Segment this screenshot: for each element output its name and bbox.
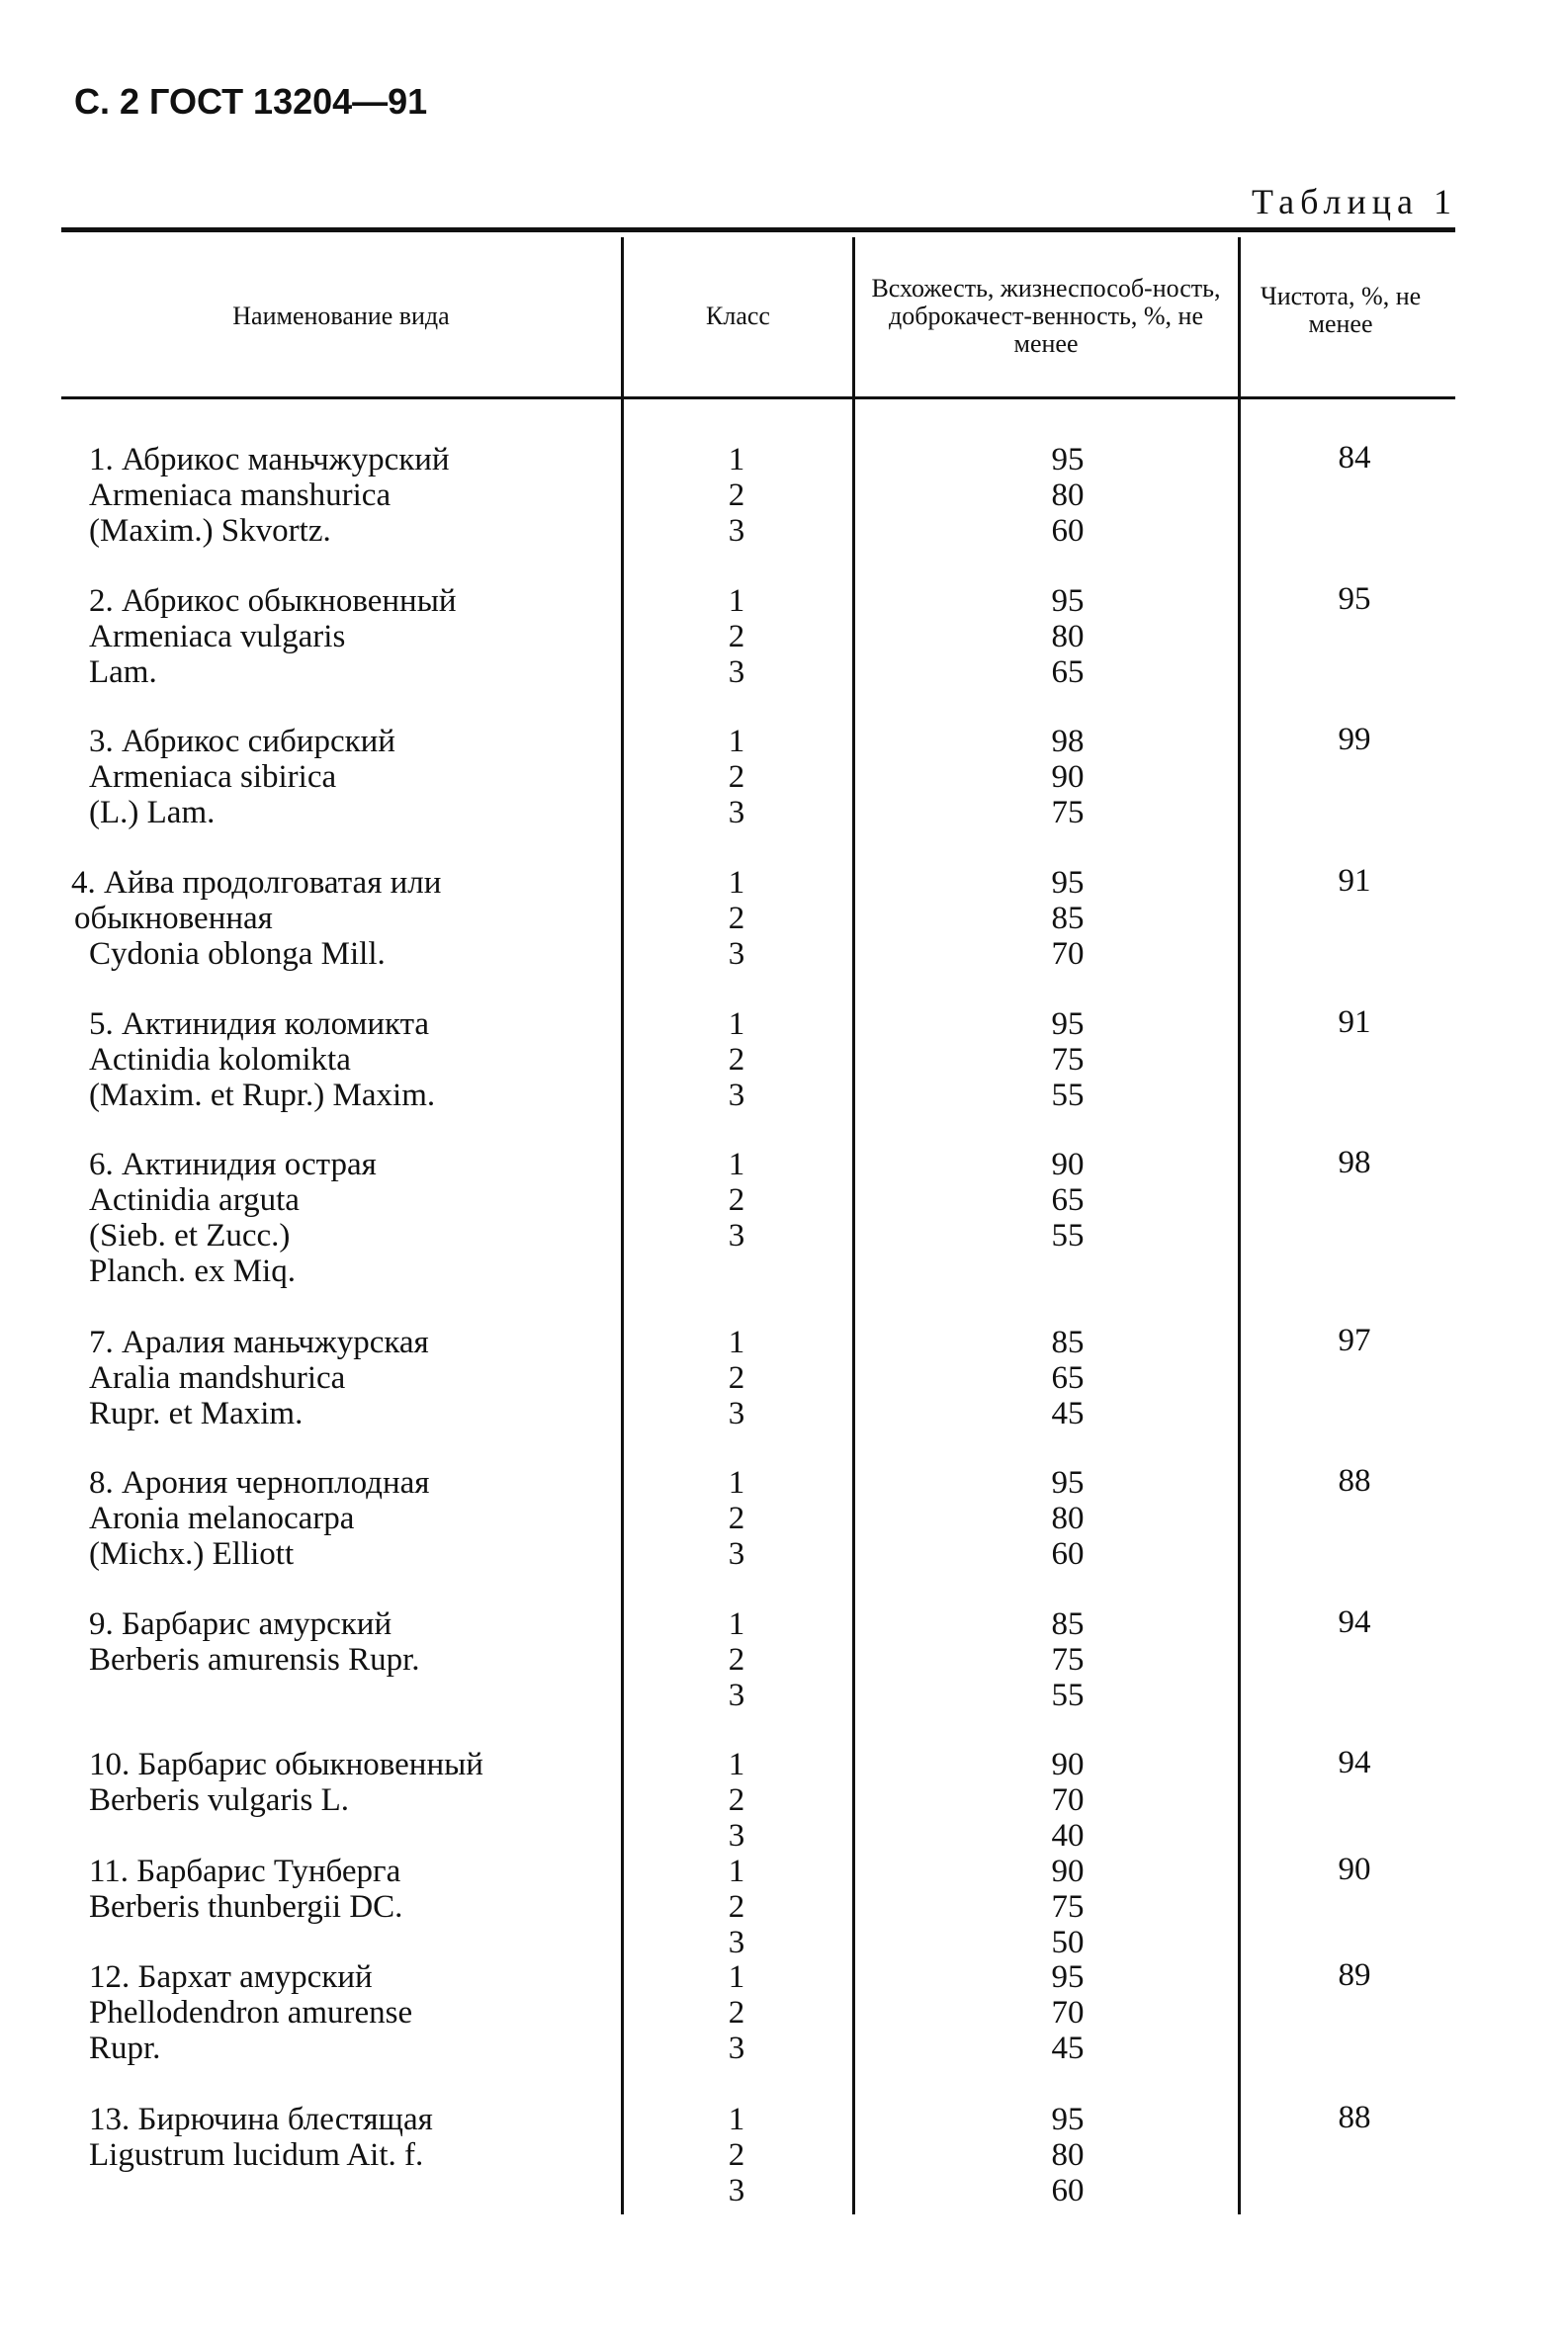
class-value: 1 xyxy=(728,442,745,477)
germination-value: 98 xyxy=(1051,724,1085,759)
purity-value: 90 xyxy=(1338,1852,1371,1887)
class-value: 2 xyxy=(728,1182,745,1218)
class-value: 3 xyxy=(728,1536,745,1572)
class-value: 2 xyxy=(728,901,745,936)
column-divider-2 xyxy=(852,237,855,2214)
germination-value: 95 xyxy=(1051,2102,1085,2137)
species-name-latin: Berberis thunbergii DC. xyxy=(89,1889,403,1925)
purity-value: 88 xyxy=(1338,1463,1371,1499)
germination-value: 60 xyxy=(1051,1536,1085,1572)
species-name-latin: (Sieb. et Zucc.) xyxy=(89,1218,291,1254)
class-value: 1 xyxy=(728,724,745,759)
species-name-latin: (Maxim.) Skvortz. xyxy=(89,513,331,549)
species-name-latin: Rupr. et Maxim. xyxy=(89,1396,304,1431)
class-value: 2 xyxy=(728,477,745,513)
species-name-latin: Berberis amurensis Rupr. xyxy=(89,1642,420,1678)
class-value: 1 xyxy=(728,1959,745,1995)
class-value: 1 xyxy=(728,1747,745,1782)
class-value: 1 xyxy=(728,1325,745,1360)
germination-value: 65 xyxy=(1051,654,1085,690)
species-name-latin: (L.) Lam. xyxy=(89,795,216,830)
class-value: 1 xyxy=(728,1147,745,1182)
class-value: 1 xyxy=(728,1606,745,1642)
class-value: 1 xyxy=(728,1854,745,1889)
purity-value: 89 xyxy=(1338,1957,1371,1993)
germination-value: 80 xyxy=(1051,477,1085,513)
class-value: 2 xyxy=(728,1042,745,1078)
column-header-name: Наименование вида xyxy=(232,302,450,330)
species-name-ru: 3. Абрикос сибирский xyxy=(89,724,395,759)
species-name-ru: 1. Абрикос маньчжурский xyxy=(89,442,450,477)
class-value: 3 xyxy=(728,1218,745,1254)
purity-value: 99 xyxy=(1338,722,1371,757)
germination-value: 65 xyxy=(1051,1360,1085,1396)
purity-value: 97 xyxy=(1338,1323,1371,1358)
germination-value: 75 xyxy=(1051,1642,1085,1678)
class-value: 3 xyxy=(728,654,745,690)
column-divider-3 xyxy=(1238,237,1241,2214)
species-name-latin: Aralia mandshurica xyxy=(89,1360,346,1396)
species-name-latin: Ligustrum lucidum Ait. f. xyxy=(89,2137,424,2173)
species-name-latin: Armeniaca vulgaris xyxy=(89,619,346,654)
species-name-ru: 4. Айва продолговатая или xyxy=(71,865,442,901)
germination-value: 85 xyxy=(1051,1325,1085,1360)
class-value: 1 xyxy=(728,583,745,619)
germination-value: 55 xyxy=(1051,1678,1085,1713)
class-value: 2 xyxy=(728,2137,745,2173)
purity-value: 84 xyxy=(1338,440,1371,476)
germination-value: 70 xyxy=(1051,936,1085,972)
species-name-ru: 7. Аралия маньчжурская xyxy=(89,1325,429,1360)
class-value: 2 xyxy=(728,1501,745,1536)
germination-value: 95 xyxy=(1051,442,1085,477)
purity-value: 98 xyxy=(1338,1145,1371,1180)
class-value: 2 xyxy=(728,759,745,795)
germination-value: 80 xyxy=(1051,619,1085,654)
species-name-latin: (Maxim. et Rupr.) Maxim. xyxy=(89,1078,436,1113)
germination-value: 95 xyxy=(1051,865,1085,901)
column-header-class: Класс xyxy=(706,302,770,330)
germination-value: 70 xyxy=(1051,1782,1085,1818)
species-name-ru: 5. Актинидия коломикта xyxy=(89,1006,430,1042)
germination-value: 90 xyxy=(1051,1747,1085,1782)
species-name-ru: 10. Барбарис обыкновенный xyxy=(89,1747,483,1782)
class-value: 3 xyxy=(728,2031,745,2066)
table-header-rule xyxy=(61,396,1455,399)
class-value: 1 xyxy=(728,865,745,901)
germination-value: 65 xyxy=(1051,1182,1085,1218)
species-name-latin: Actinidia kolomikta xyxy=(89,1042,351,1078)
class-value: 3 xyxy=(728,1818,745,1854)
class-value: 1 xyxy=(728,1006,745,1042)
purity-value: 91 xyxy=(1338,863,1371,899)
species-name-ru: 9. Барбарис амурский xyxy=(89,1606,392,1642)
class-value: 3 xyxy=(728,513,745,549)
class-value: 3 xyxy=(728,2173,745,2208)
germination-value: 95 xyxy=(1051,1465,1085,1501)
germination-value: 90 xyxy=(1051,759,1085,795)
species-name-ru: 12. Бархат амурский xyxy=(89,1959,373,1995)
species-name-ru: 2. Абрикос обыкновенный xyxy=(89,583,457,619)
purity-value: 94 xyxy=(1338,1604,1371,1640)
germination-value: 55 xyxy=(1051,1218,1085,1254)
column-divider-1 xyxy=(621,237,624,2214)
class-value: 3 xyxy=(728,1078,745,1113)
species-name-ru: 11. Барбарис Тунберга xyxy=(89,1854,401,1889)
class-value: 2 xyxy=(728,1782,745,1818)
table-top-rule xyxy=(61,227,1455,232)
germination-value: 45 xyxy=(1051,1396,1085,1431)
class-value: 3 xyxy=(728,795,745,830)
class-value: 3 xyxy=(728,1925,745,1960)
class-value: 2 xyxy=(728,1995,745,2031)
class-value: 3 xyxy=(728,936,745,972)
column-header-germination: Всхожесть, жизнеспособ-ность, доброкачест-венность, %, не менее xyxy=(871,274,1221,358)
germination-value: 80 xyxy=(1051,1501,1085,1536)
germination-value: 80 xyxy=(1051,2137,1085,2173)
germination-value: 90 xyxy=(1051,1854,1085,1889)
species-name-latin: Lam. xyxy=(89,654,157,690)
purity-value: 91 xyxy=(1338,1004,1371,1040)
class-value: 3 xyxy=(728,1678,745,1713)
germination-value: 60 xyxy=(1051,2173,1085,2208)
germination-value: 60 xyxy=(1051,513,1085,549)
purity-value: 94 xyxy=(1338,1745,1371,1780)
species-name-latin: Rupr. xyxy=(89,2031,161,2066)
species-name-latin: Armeniaca manshurica xyxy=(89,477,392,513)
species-name-latin: обыкновенная xyxy=(74,901,273,936)
germination-value: 95 xyxy=(1051,1006,1085,1042)
page-header: С. 2 ГОСТ 13204—91 xyxy=(74,81,428,122)
germination-value: 75 xyxy=(1051,1889,1085,1925)
germination-value: 45 xyxy=(1051,2031,1085,2066)
column-header-purity: Чистота, %, не менее xyxy=(1260,282,1422,338)
species-name-latin: Cydonia oblonga Mill. xyxy=(89,936,386,972)
germination-value: 55 xyxy=(1051,1078,1085,1113)
germination-value: 95 xyxy=(1051,1959,1085,1995)
class-value: 2 xyxy=(728,1642,745,1678)
class-value: 2 xyxy=(728,1889,745,1925)
species-name-latin: Armeniaca sibirica xyxy=(89,759,337,795)
species-name-latin: Berberis vulgaris L. xyxy=(89,1782,350,1818)
species-name-ru: 8. Арония черноплодная xyxy=(89,1465,430,1501)
germination-value: 75 xyxy=(1051,1042,1085,1078)
germination-value: 40 xyxy=(1051,1818,1085,1854)
species-name-latin: Aronia melanocarpa xyxy=(89,1501,355,1536)
germination-value: 85 xyxy=(1051,901,1085,936)
class-value: 1 xyxy=(728,2102,745,2137)
germination-value: 95 xyxy=(1051,583,1085,619)
purity-value: 95 xyxy=(1338,581,1371,617)
class-value: 2 xyxy=(728,619,745,654)
germination-value: 75 xyxy=(1051,795,1085,830)
germination-value: 70 xyxy=(1051,1995,1085,2031)
species-name-latin: Actinidia arguta xyxy=(89,1182,300,1218)
class-value: 2 xyxy=(728,1360,745,1396)
species-name-latin: (Michx.) Elliott xyxy=(89,1536,295,1572)
species-name-ru: 13. Бирючина блестящая xyxy=(89,2102,433,2137)
table-label: Таблица 1 xyxy=(1252,182,1457,221)
class-value: 3 xyxy=(728,1396,745,1431)
species-name-latin: Planch. ex Miq. xyxy=(89,1254,296,1289)
germination-value: 90 xyxy=(1051,1147,1085,1182)
class-value: 1 xyxy=(728,1465,745,1501)
germination-value: 85 xyxy=(1051,1606,1085,1642)
germination-value: 50 xyxy=(1051,1925,1085,1960)
species-name-latin: Phellodendron amurense xyxy=(89,1995,413,2031)
species-name-ru: 6. Актинидия острая xyxy=(89,1147,377,1182)
purity-value: 88 xyxy=(1338,2100,1371,2135)
